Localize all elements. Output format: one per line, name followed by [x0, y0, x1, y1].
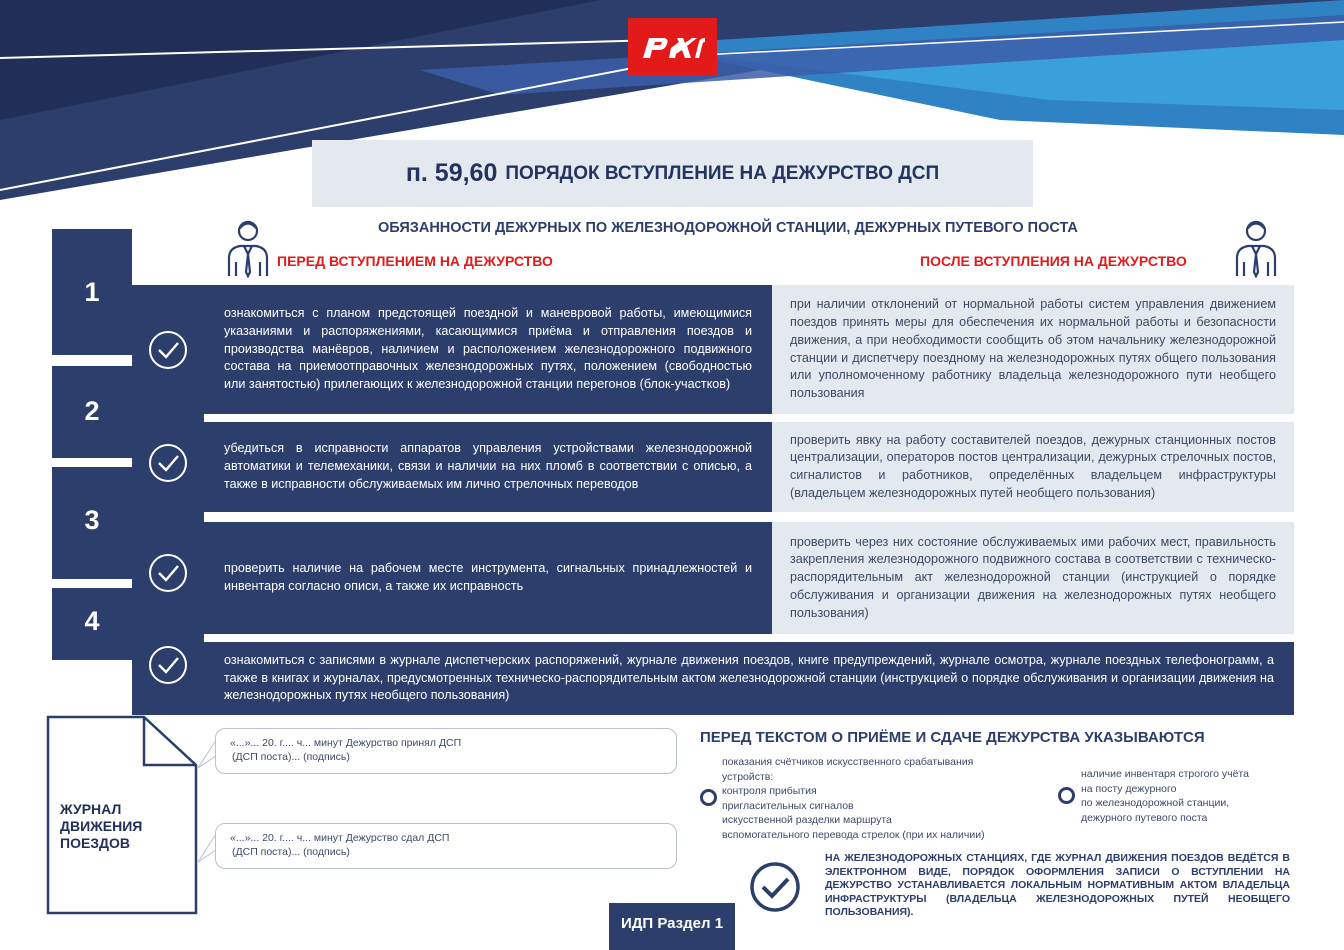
- journal-entry-handed: «...»... 20. г.... ч... минут Дежурство сдал ДСП (ДСП поста)... (подпись): [215, 823, 677, 869]
- check-circle-icon: [748, 860, 802, 914]
- page-title: [312, 140, 1033, 207]
- step-3-before: проверить наличие на рабочем месте инструмента, сигнальных принадлежностей и инвентаря согласно описи, а также их исправность: [204, 522, 772, 634]
- check-icon: [145, 550, 191, 596]
- step-number-2: 2: [52, 366, 132, 458]
- inventory-list: наличие инвентаря строгого учёта на посту дежурного по железнодорожной станции, дежурного путевого поста: [1081, 768, 1249, 824]
- check-strip-2: [132, 414, 204, 512]
- rzd-logo: [628, 18, 717, 75]
- step-2-after: проверить явку на работу составителей поездов, дежурных станционных постов централизации, операторов постов централизации, дежурных стрелочных постов, сигналистов и работников, определённых владельцем инфраструктуры (владельцем железнодорожных путей необщего пользования): [772, 422, 1294, 512]
- person-icon-right: [1232, 216, 1280, 280]
- check-icon: [145, 327, 191, 373]
- person-icon-left: [224, 216, 272, 280]
- check-icon: [145, 440, 191, 486]
- bullet-ring-icon: [700, 789, 717, 806]
- counter-readings-list: показания счётчиков искусственного срабатывания устройств: контроля прибытия пригласительных сигналов искусственной разделки маршрута вспомогательного перевода стрелок (при их наличии): [722, 756, 985, 841]
- journal-entry-accepted: «...»... 20. г.... ч... минут Дежурство принял ДСП (ДСП поста)... (подпись): [215, 728, 677, 774]
- after-duty-heading: ПОСЛЕ ВСТУПЛЕНИЯ НА ДЕЖУРСТВО: [920, 253, 1187, 269]
- specified-heading: ПЕРЕД ТЕКСТОМ О ПРИЁМЕ И СДАЧЕ ДЕЖУРСТВА УКАЗЫВАЮТСЯ: [700, 729, 1205, 746]
- step-1-after: при наличии отклонений от нормальной работы систем управления движением поездов принять меры для обеспечения их нормальной работы и безопасности движения, а при необходимости сообщить об этом начальнику железнодорожной станции и диспетчеру поездному на железнодорожных путях общего пользования или уполномоченному работнику владельца железнодорожного пути необщего пользования: [772, 285, 1294, 414]
- duties-heading: ОБЯЗАННОСТИ ДЕЖУРНЫХ ПО ЖЕЛЕЗНОДОРОЖНОЙ СТАНЦИИ, ДЕЖУРНЫХ ПУТЕВОГО ПОСТА: [378, 220, 1078, 236]
- before-duty-heading: ПЕРЕД ВСТУПЛЕНИЕМ НА ДЕЖУРСТВО: [277, 253, 553, 269]
- title-clause-number: п. 59,60: [405, 159, 498, 187]
- title-text: ПОРЯДОК ВСТУПЛЕНИЕ НА ДЕЖУРСТВО ДСП: [505, 162, 940, 184]
- bullet-ring-icon: [1058, 787, 1075, 804]
- step-number-4: 4: [52, 588, 132, 660]
- step-1-before: ознакомиться с планом предстоящей поездной и маневровой работы, имеющимися указаниями и распоряжениями, касающимися приёма и отправления поездов и производства манёвров, наличием и расположением железнодорожного подвижного состава на приемоотправочных железнодорожных путях, положением (свободностью или занятостью) прилегающих к железнодорожной станции перегонов (блок-участков): [204, 285, 772, 414]
- check-icon: [145, 642, 191, 688]
- journal-title: ЖУРНАЛ ДВИЖЕНИЯ ПОЕЗДОВ: [60, 801, 143, 851]
- electronic-journal-note: НА ЖЕЛЕЗНОДОРОЖНЫХ СТАНЦИЯХ, ГДЕ ЖУРНАЛ ДВИЖЕНИЯ ПОЕЗДОВ ВЕДЁТСЯ В ЭЛЕКТРОННОМ ВИДЕ, ПОРЯДОК ОФОРМЛЕНИЯ ЗАПИСИ О ВСТУПЛЕНИИ НА ДЕЖУРСТВО УСТАНАВЛИВАЕТСЯ ЛОКАЛЬНЫМ НОРМАТИВНЫМ АКТОМ ВЛАДЕЛЬЦА ИНФРАСТРУКТУРЫ (ВЛАДЕЛЬЦА ЖЕЛЕЗНОДОРОЖНЫХ ПУТЕЙ НЕОБЩЕГО ПОЛЬЗОВАНИЯ).: [825, 852, 1290, 918]
- rzd-logo-icon: [639, 32, 707, 62]
- section-footer-tab: ИДП Раздел 1: [609, 903, 735, 950]
- step-3-after: проверить через них состояние обслуживаемых ими рабочих мест, правильность закрепления железнодорожного подвижного состава в соответствии с техническо-распорядительным акт железнодорожной станции (инструкцией о порядке обслуживания и организации движения на железнодорожных путях необщего пользования): [772, 522, 1294, 634]
- step-2-before: убедиться в исправности аппаратов управления устройствами железнодорожной автоматики и телемеханики, связи и наличии на них пломб в соответствии с описью, а также в исправности обслуживаемых им лично стрелочных переводов: [204, 422, 772, 512]
- step-number-1: 1: [52, 229, 132, 355]
- step-4-before: ознакомиться с записями в журнале диспетчерских распоряжений, журнале движения поездов, книге предупреждений, журнале осмотра, журнале поездных телефонограмм, а также в книгах и журналах, предусмотренных техническо-распорядительным актом железнодорожной станции (инструкцией о порядке обслуживания и организации движения на железнодорожных путях необщего пользования): [204, 642, 1294, 715]
- check-strip-1: [132, 285, 204, 414]
- step-number-3: 3: [52, 467, 132, 579]
- check-strip-4: [132, 615, 204, 715]
